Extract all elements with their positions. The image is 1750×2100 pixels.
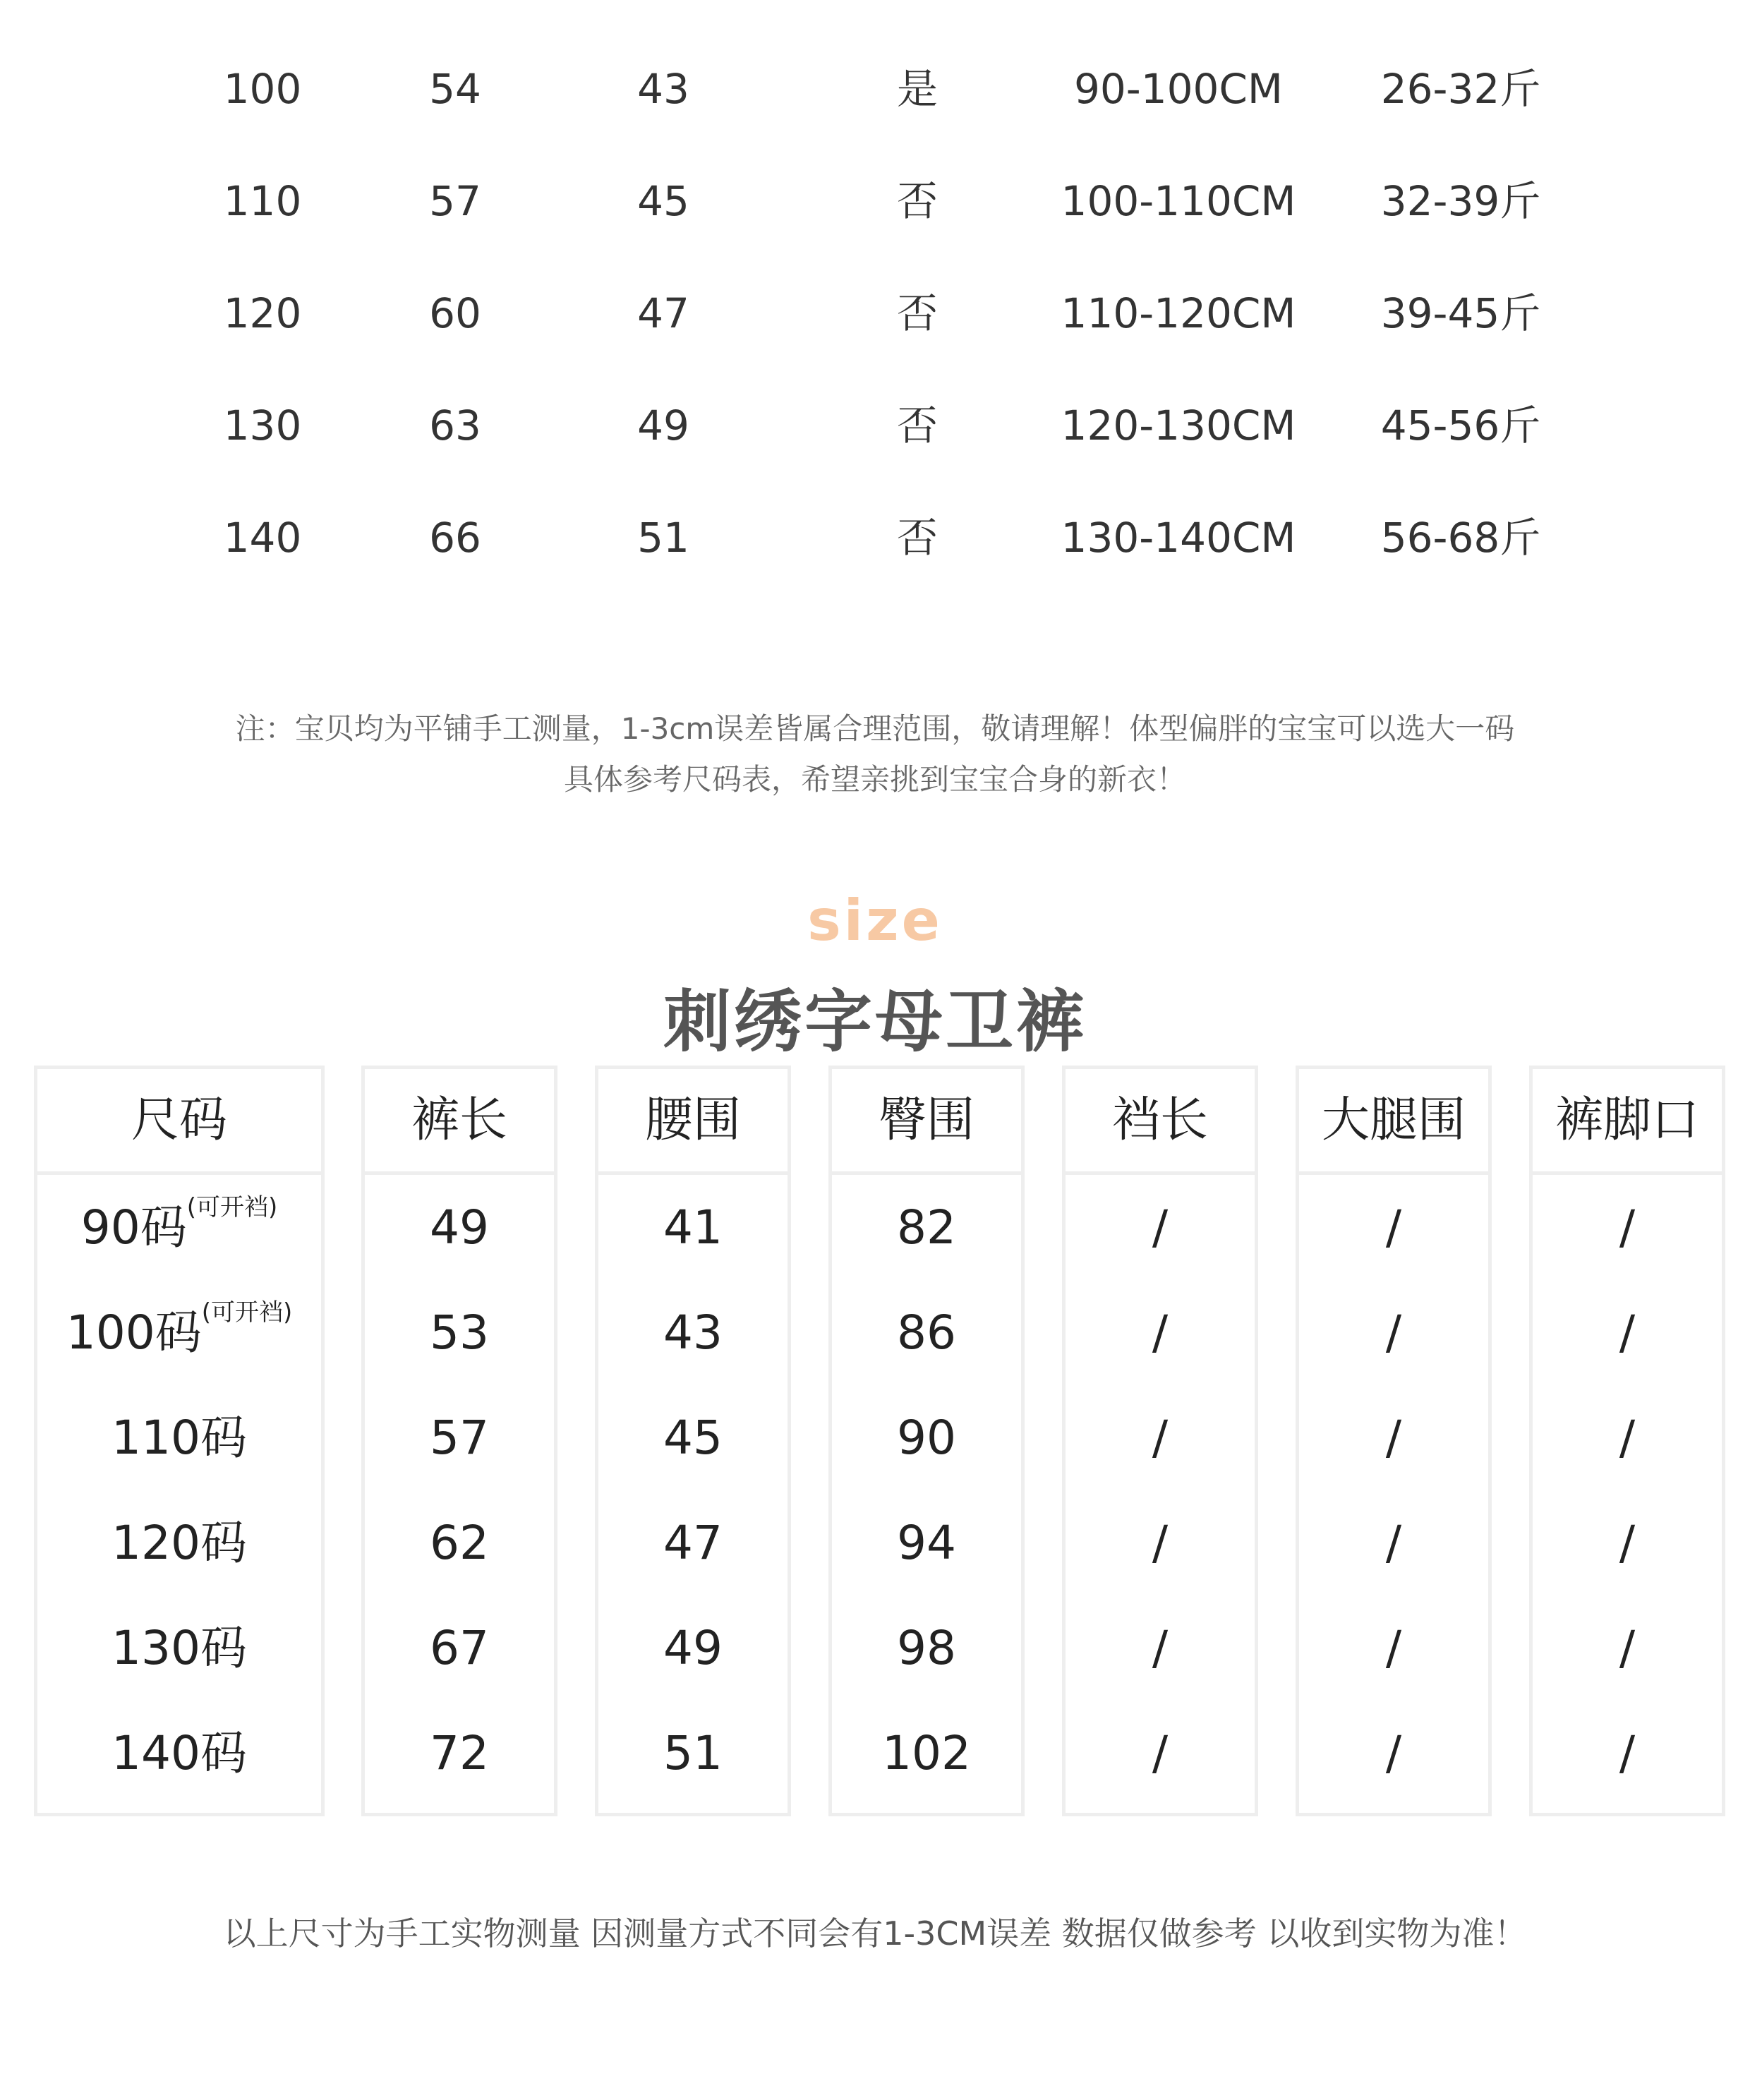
size-note: (可开裆): [186, 1193, 278, 1221]
column-header: 腰围: [598, 1069, 788, 1175]
table-cell: 62: [430, 1516, 489, 1570]
table-cell: 51: [663, 1726, 723, 1780]
table-row: [0, 369, 1750, 482]
pants-length-column: [361, 1066, 557, 1816]
measurement-note-line-2: 具体参考尺码表，希望亲挑到宝宝合身的新衣！: [563, 762, 1186, 797]
table-cell: /: [1385, 1726, 1402, 1780]
section-title: 刺绣字母卫裤: [663, 982, 1087, 1061]
table-cell: 90: [897, 1411, 956, 1465]
size-label: 100码: [66, 1305, 202, 1360]
table-cell: 57: [430, 1411, 489, 1465]
table-cell: 49: [637, 402, 689, 449]
table-cell: /: [1385, 1516, 1402, 1570]
table-cell: 66: [429, 514, 481, 562]
table-cell: 110-120CM: [1061, 289, 1296, 337]
leg-opening-column: [1529, 1066, 1725, 1816]
table-cell: /: [1619, 1305, 1636, 1360]
table-cell: 是: [896, 65, 938, 113]
table-cell: 47: [663, 1516, 723, 1570]
table-cell: 否: [896, 177, 938, 225]
column-header: 裤长: [365, 1069, 554, 1175]
table-cell: 72: [430, 1726, 489, 1780]
table-cell: 45-56斤: [1380, 402, 1541, 449]
size-label: 110码: [111, 1411, 247, 1465]
size-label-cell: [37, 1175, 321, 1280]
table-cell: 否: [896, 402, 938, 449]
table-cell: 否: [896, 514, 938, 562]
size-label-cell: [37, 1280, 321, 1385]
table-row: [0, 257, 1750, 370]
table-cell: /: [1152, 1305, 1169, 1360]
table-cell: 130-140CM: [1061, 514, 1296, 562]
size-label-cell: [37, 1490, 321, 1595]
table-cell: /: [1152, 1200, 1169, 1255]
table-cell: 49: [430, 1200, 489, 1255]
column-header: 裤脚口: [1533, 1069, 1722, 1175]
size-column: [34, 1066, 325, 1816]
table-cell: /: [1619, 1726, 1636, 1780]
table-row: [0, 481, 1750, 594]
table-cell: 否: [896, 289, 938, 337]
table-cell: 63: [429, 402, 481, 449]
size-label-cell: [37, 1595, 321, 1701]
table-cell: 39-45斤: [1380, 289, 1541, 337]
table-cell: 60: [429, 289, 481, 337]
table-cell: /: [1619, 1621, 1636, 1675]
table-cell: 82: [897, 1200, 956, 1255]
size-label: 130码: [111, 1621, 247, 1675]
table-row: [0, 32, 1750, 145]
size-label: 90码: [80, 1200, 187, 1255]
crotch-length-column: [1062, 1066, 1258, 1816]
table-cell: /: [1619, 1411, 1636, 1465]
table-cell: 49: [663, 1621, 723, 1675]
size-label-cell: [37, 1385, 321, 1490]
size-note: (可开裆): [201, 1298, 293, 1327]
table-cell: /: [1619, 1516, 1636, 1570]
measurement-disclaimer: 以上尺寸为手工实物测量 因测量方式不同会有1-3CM误差 数据仅做参考 以收到实物为准！: [223, 1914, 1527, 1953]
size-label: 140码: [111, 1726, 247, 1780]
table-cell: 43: [637, 65, 689, 113]
table-cell: 86: [897, 1305, 956, 1360]
table-cell: 26-32斤: [1380, 65, 1541, 113]
table-cell: /: [1385, 1200, 1402, 1255]
table-cell: /: [1385, 1305, 1402, 1360]
table-cell: /: [1619, 1200, 1636, 1255]
table-cell: /: [1152, 1516, 1169, 1570]
table-row: [0, 145, 1750, 258]
table-cell: 110: [223, 177, 302, 225]
waist-column: [595, 1066, 791, 1816]
size-decorative-word: size: [807, 888, 943, 953]
table-cell: /: [1152, 1621, 1169, 1675]
table-cell: /: [1152, 1726, 1169, 1780]
table-cell: 54: [429, 65, 481, 113]
table-cell: 47: [637, 289, 689, 337]
column-header: 尺码: [37, 1069, 321, 1175]
table-cell: 32-39斤: [1380, 177, 1541, 225]
table-cell: 94: [897, 1516, 956, 1570]
table-cell: 120-130CM: [1061, 402, 1296, 449]
table-cell: 120: [223, 289, 302, 337]
table-cell: 140: [223, 514, 302, 562]
table-cell: 57: [429, 177, 481, 225]
table-cell: 100: [223, 65, 302, 113]
hip-column: [828, 1066, 1025, 1816]
table-cell: 100-110CM: [1061, 177, 1296, 225]
table-cell: 53: [430, 1305, 489, 1360]
table-cell: 45: [637, 177, 689, 225]
table-cell: 41: [663, 1200, 723, 1255]
table-cell: 43: [663, 1305, 723, 1360]
table-cell: /: [1385, 1411, 1402, 1465]
column-header: 裆长: [1066, 1069, 1255, 1175]
column-header: 臀围: [832, 1069, 1021, 1175]
thigh-column: [1296, 1066, 1492, 1816]
table-cell: /: [1152, 1411, 1169, 1465]
table-cell: 67: [430, 1621, 489, 1675]
table-cell: /: [1385, 1621, 1402, 1675]
table-cell: 130: [223, 402, 302, 449]
table-cell: 45: [663, 1411, 723, 1465]
table-cell: 90-100CM: [1074, 65, 1283, 113]
table-cell: 51: [637, 514, 689, 562]
measurement-note-line-1: 注：宝贝均为平铺手工测量，1-3cm误差皆属合理范围，敬请理解！体型偏胖的宝宝可以选大一码: [235, 711, 1515, 746]
table-cell: 56-68斤: [1380, 514, 1541, 562]
column-header: 大腿围: [1299, 1069, 1488, 1175]
size-label: 120码: [111, 1516, 247, 1570]
size-label-cell: [37, 1701, 321, 1806]
table-cell: 102: [882, 1726, 971, 1780]
table-cell: 98: [897, 1621, 956, 1675]
